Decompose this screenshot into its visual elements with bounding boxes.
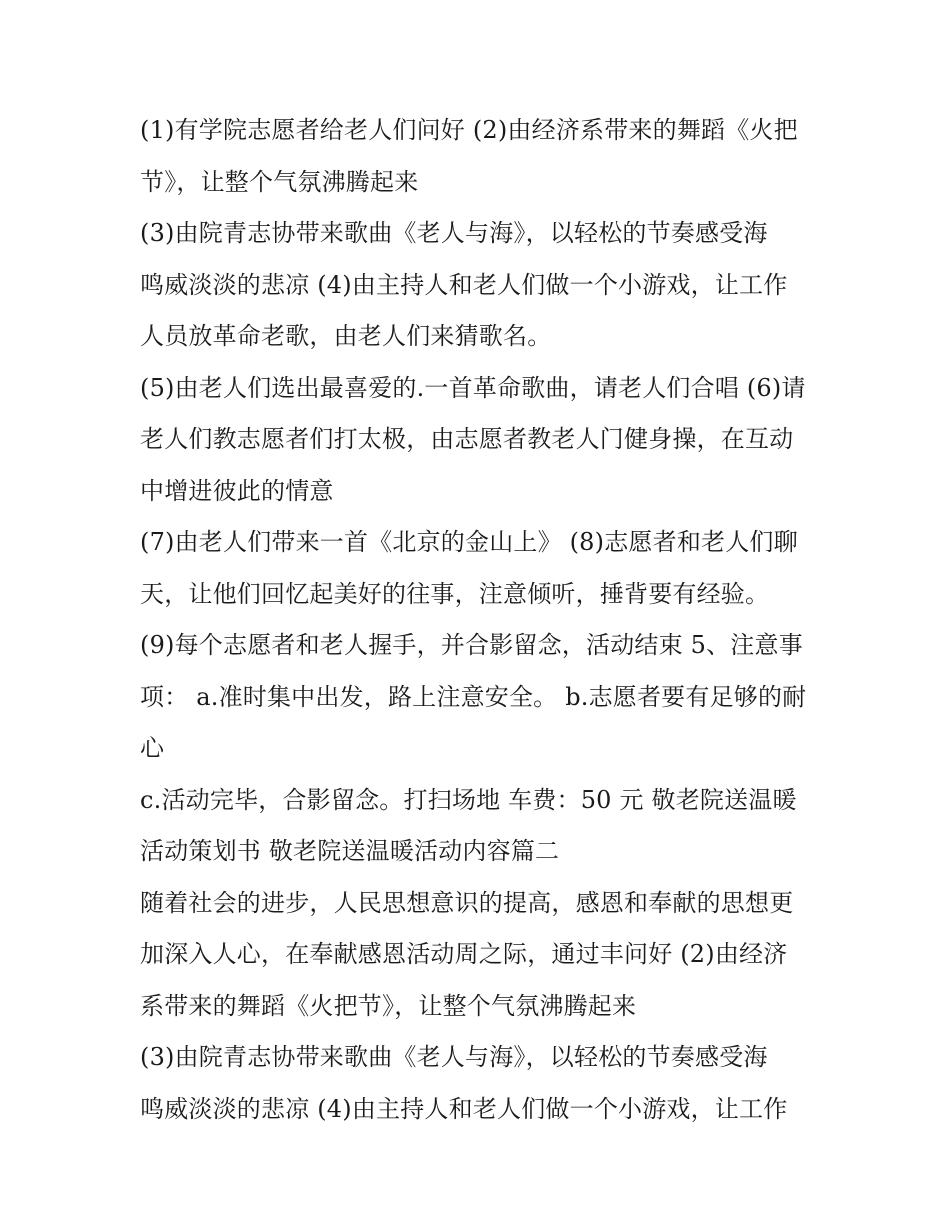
text-line: (7)由老人们带来一首《北京的金山上》 (8)志愿者和老人们聊 (140, 528, 798, 556)
text-line: (9)每个志愿者和老人握手，并合影留念，活动结束 5、注意事 (140, 631, 803, 659)
text-line: 老人们教志愿者们打太极，由志愿者教老人门健身操，在互动 (140, 425, 794, 453)
text-line: (5)由老人们选出最喜爱的.一首革命歌曲，请老人们合唱 (6)请 (140, 373, 806, 402)
text-line: 中增进彼此的情意 (140, 476, 334, 505)
text-line: 系带来的舞蹈《火把节》，让整个气氛沸腾起来 (140, 991, 637, 1020)
text-line: c.活动完毕，合影留念。打扫场地 车费：50 元 敬老院送温暖 (140, 785, 797, 814)
text-line: 天，让他们回忆起美好的往事，注意倾听，捶背要有经验。 (140, 579, 770, 608)
text-line: 节》，让整个气氛沸腾起来 (140, 167, 419, 196)
text-line: (3)由院青志协带来歌曲《老人与海》，以轻松的节奏感受海 (140, 219, 768, 247)
text-line: 人员放革命老歌，由老人们来猜歌名。 (140, 322, 552, 350)
text-line: 项： a.准时集中出发，路上注意安全。 b.志愿者要有足够的耐 (140, 682, 807, 711)
text-line: 活动策划书 敬老院送温暖活动内容篇二 (140, 837, 560, 865)
text-line: (1)有学院志愿者给老人们问好 (2)由经济系带来的舞蹈《火把 (140, 116, 798, 144)
text-line: (3)由院青志协带来歌曲《老人与海》，以轻松的节奏感受海 (140, 1043, 768, 1071)
document-body (140, 105, 820, 1135)
text-line: 加深入人心，在奉献感恩活动周之际，通过丰问好 (2)由经济 (140, 940, 788, 968)
text-line: 随着社会的进步，人民思想意识的提高，感恩和奉献的思想更 (140, 888, 794, 917)
text-line: 鸣威淡淡的悲凉 (4)由主持人和老人们做一个小游戏，让工作 (140, 270, 788, 299)
text-line: 鸣威淡淡的悲凉 (4)由主持人和老人们做一个小游戏，让工作 (140, 1094, 788, 1123)
text-line: 心 (140, 734, 165, 762)
